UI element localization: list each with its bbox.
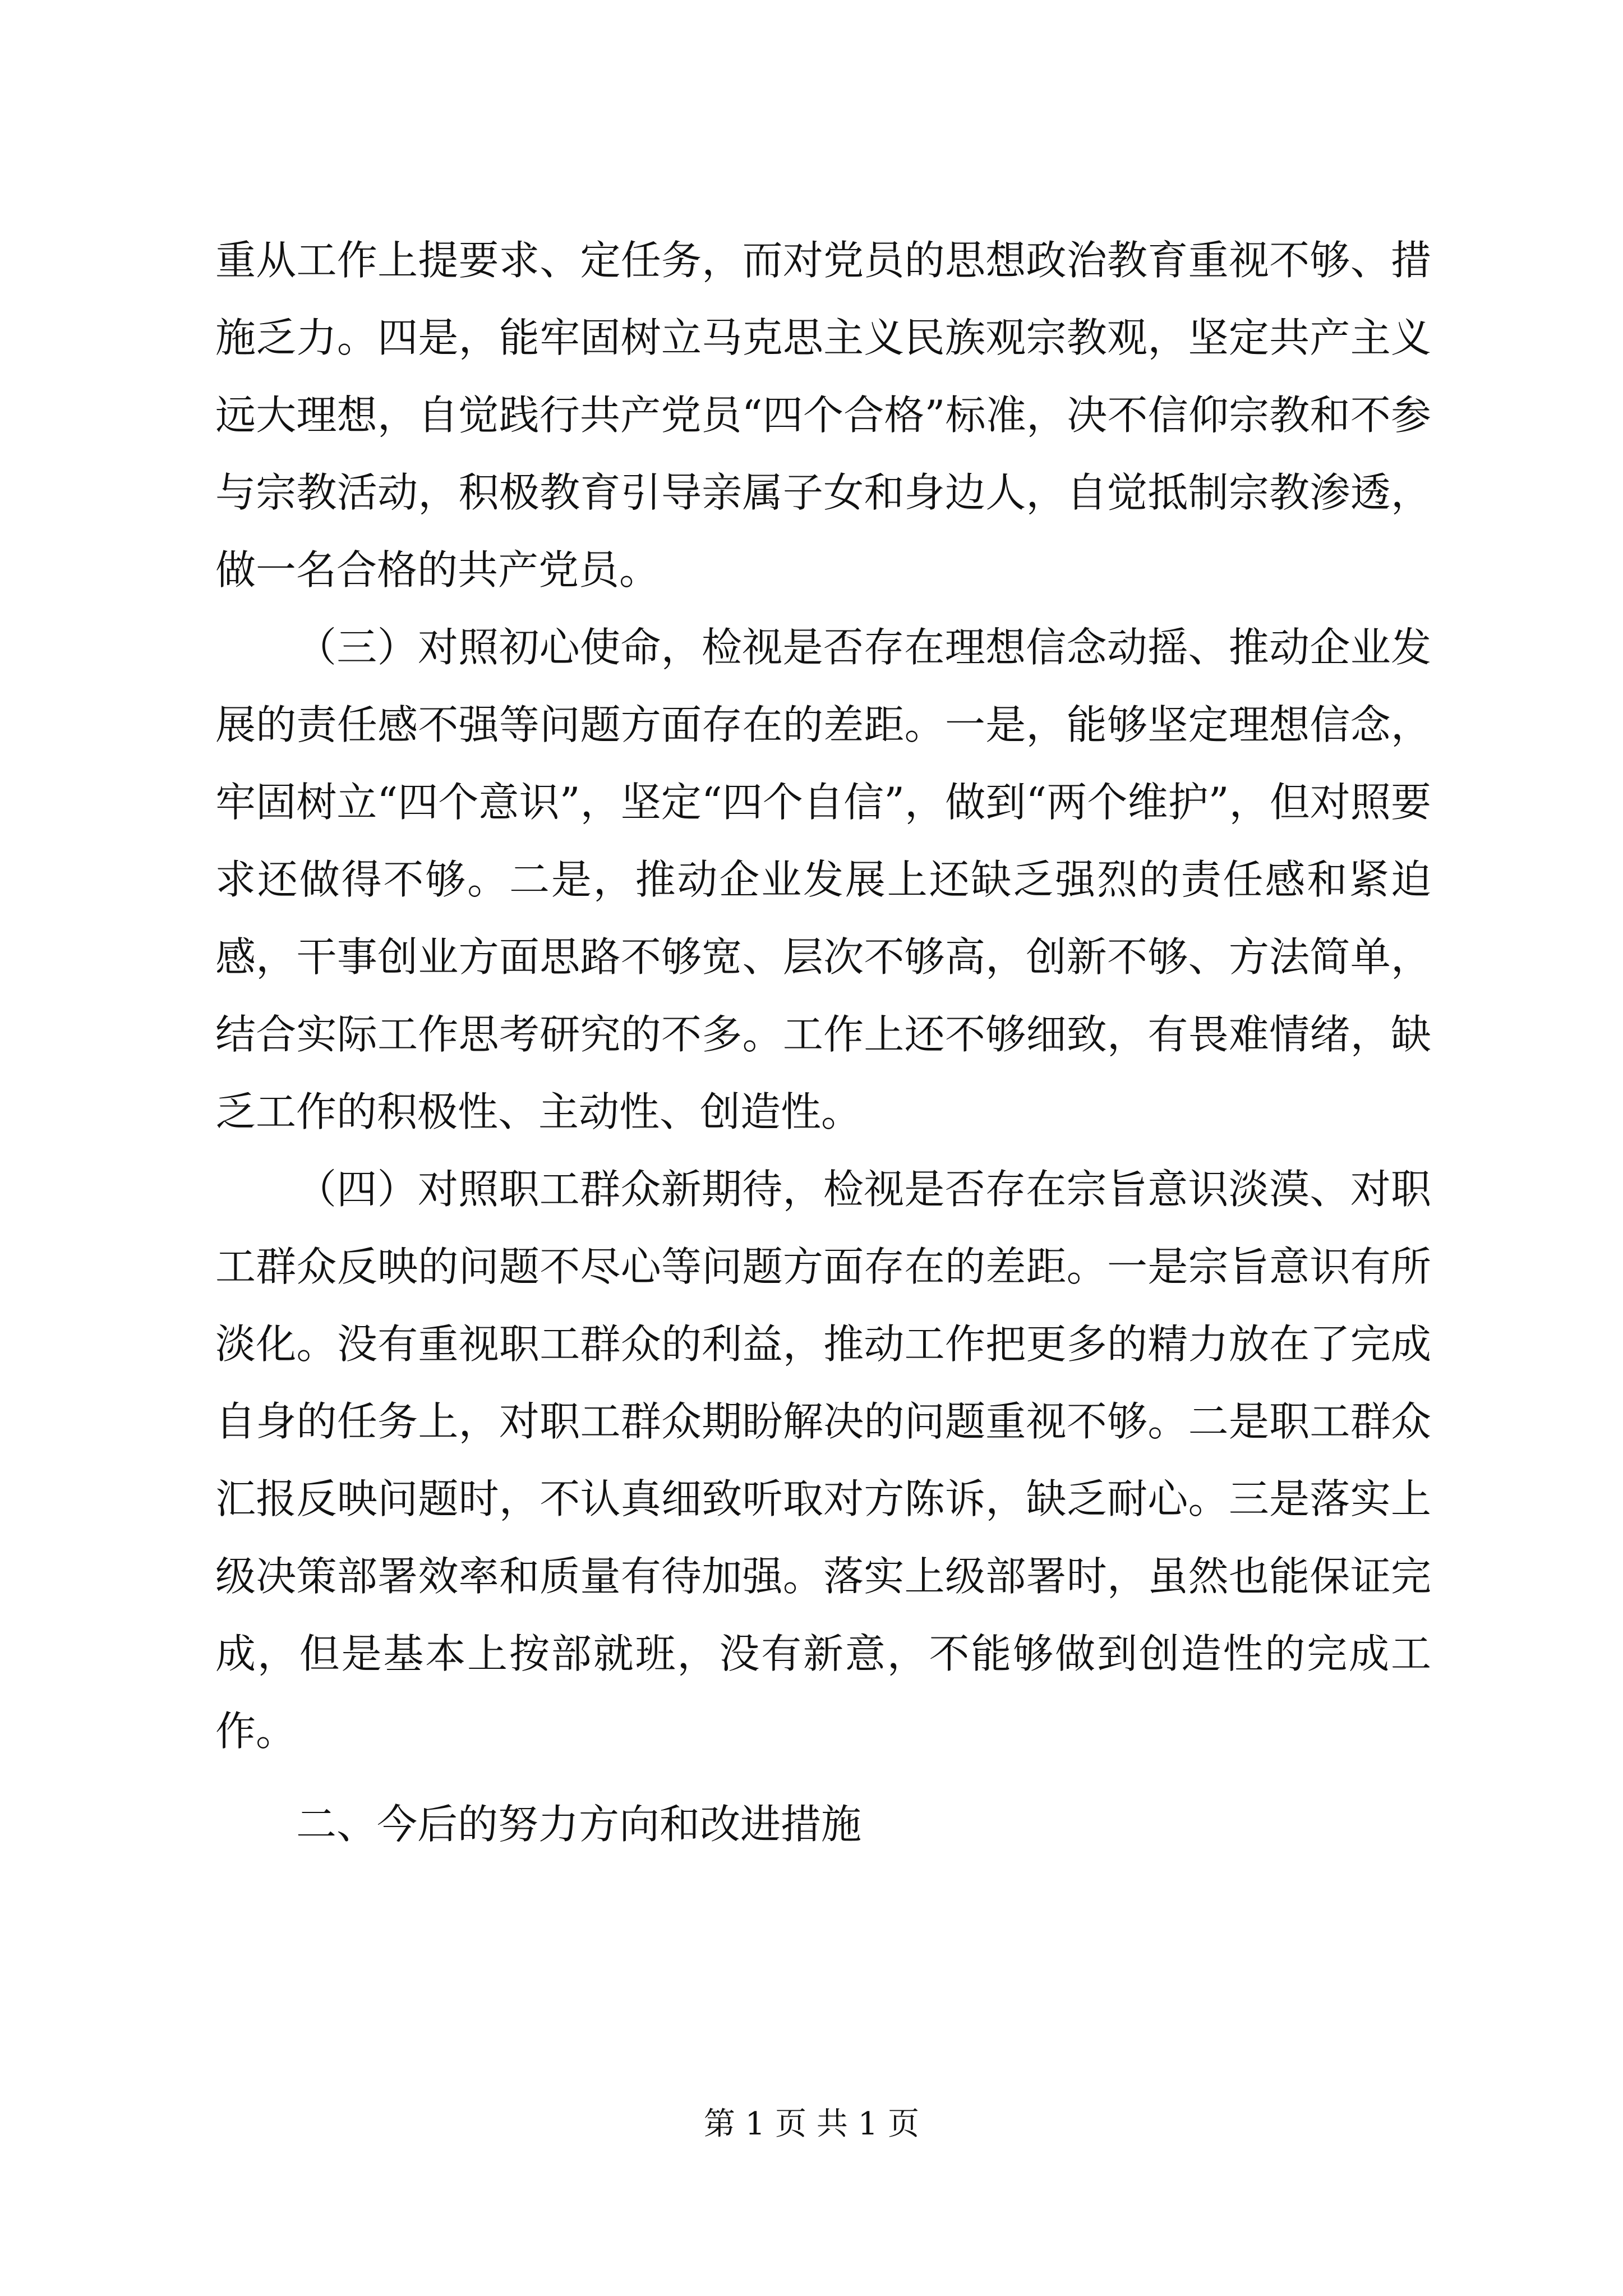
page-footer: 第 1 页 共 1 页 (703, 2106, 920, 2142)
section-heading: 二、今后的努力方向和改进措施 (296, 1801, 862, 1848)
paragraph-section-three: （三）对照初心使命，检视是否存在理想信念动摇、推动企业发展的责任感不强等问题方面存在的差距。一是，能够坚定理想信念，牢固树立“四个意识”，坚定“四个自信”，做到“两个维护”，但对照要求还做得不够。二是，推动企业发展上还缺乏强烈的责任感和紧迫感，干事创业方面思路不够宽、层次不够高，创新不够、方法简单，结合实际工作思考研究的不多。工作上还不够细致，有畏难情绪，缺乏工作的积极性、主动性、创造性。 (215, 624, 1431, 1135)
paragraph-section-four: （四）对照职工群众新期待，检视是否存在宗旨意识淡漠、对职工群众反映的问题不尽心等问题方面存在的差距。一是宗旨意识有所淡化。没有重视职工群众的利益，推动工作把更多的精力放在了完成自身的任务上，对职工群众期盼解决的问题重视不够。二是职工群众汇报反映问题时，不认真细致听取对方陈诉，缺乏耐心。三是落实上级决策部署效率和质量有待加强。落实上级部署时，虽然也能保证完成，但是基本上按部就班，没有新意，不能够做到创造性的完成工作。 (215, 1166, 1431, 1755)
document-body (215, 222, 1431, 1863)
paragraph-continuation: 重从工作上提要求、定任务，而对党员的思想政治教育重视不够、措施乏力。四是，能牢固树立马克思主义民族观宗教观，坚定共产主义远大理想，自觉践行共产党员“四个合格”标准，决不信仰宗教和不参与宗教活动，积极教育引导亲属子女和身边人，自觉抵制宗教渗透，做一名合格的共产党员。 (215, 237, 1431, 593)
